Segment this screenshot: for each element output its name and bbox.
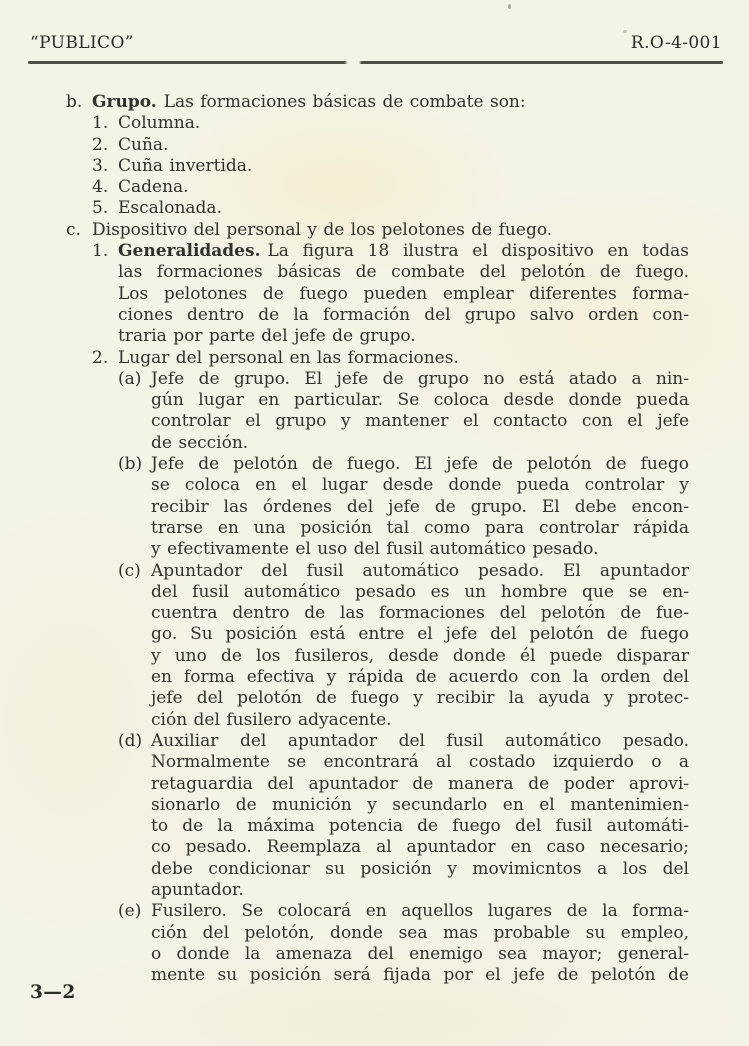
text-line: gún lugar en particular. Se coloca desde donde pueda bbox=[151, 390, 689, 411]
list-marker: (d) bbox=[118, 730, 143, 751]
text-line: o donde la amenaza del enemigo sea mayor; general- bbox=[151, 943, 689, 964]
text-line: en forma efectiva y rápida de acuerdo con la orden del bbox=[151, 667, 689, 688]
text-line: las formaciones básicas de combate del pelotón de fuego. bbox=[118, 262, 689, 283]
text-line: Jefe de pelotón de fuego. El jefe de pelotón de fuego bbox=[151, 454, 689, 475]
list-marker: (e) bbox=[118, 901, 142, 922]
bold-lead: Generalidades. bbox=[118, 241, 261, 262]
text-line: Apuntador del fusil automático pesado. El apuntador bbox=[151, 560, 689, 581]
text-line: se coloca en el lugar desde donde pueda controlar y bbox=[151, 475, 689, 496]
text-line: jefe del pelotón de fuego y recibir la ayuda y protec- bbox=[151, 688, 689, 709]
list-item-1 bbox=[66, 241, 689, 347]
list-item-b bbox=[66, 454, 689, 560]
document-number: R.O-4-001 bbox=[630, 33, 722, 53]
text-line: apuntador. bbox=[151, 879, 244, 900]
text-line: recibir las órdenes del jefe de grupo. El debe encon- bbox=[151, 496, 689, 517]
list-item-1 bbox=[66, 113, 689, 134]
list-item-d bbox=[66, 731, 689, 901]
text-line: trarse en una posición tal como para controlar rápida bbox=[151, 517, 689, 538]
text-line: mente su posición será fijada por el jefe de pelotón de bbox=[151, 965, 689, 986]
text-line: y uno de los fusileros, desde donde él puede disparar bbox=[151, 645, 689, 666]
text-line: Normalmente se encontrará al costado izquierdo o a bbox=[151, 752, 689, 773]
bold-lead: Grupo. bbox=[92, 92, 157, 112]
text-line-rest: Las formaciones básicas de combate son: bbox=[163, 92, 526, 112]
text-line: Lugar del personal en las formaciones. bbox=[118, 347, 459, 368]
text-line: debe condicionar su posición y movimicntos a los del bbox=[151, 858, 689, 879]
classification-marking: “PUBLICO” bbox=[30, 33, 134, 53]
list-item-c bbox=[66, 220, 689, 241]
text-line: Cuña invertida. bbox=[118, 155, 253, 176]
text-line bbox=[118, 241, 689, 262]
list-marker: 4. bbox=[92, 177, 109, 198]
list-marker: 1. bbox=[92, 241, 109, 262]
text-line: Los pelotones de fuego pueden emplear diferentes forma- bbox=[118, 283, 689, 304]
text-line: de sección. bbox=[151, 432, 249, 453]
list-marker: c. bbox=[66, 219, 81, 240]
list-marker: 1. bbox=[92, 113, 109, 134]
list-marker: (b) bbox=[118, 454, 143, 475]
text-line: ciones dentro de la formación del grupo salvo orden con- bbox=[118, 304, 689, 325]
list-item-4 bbox=[66, 177, 689, 198]
list-item-c bbox=[66, 561, 689, 731]
text-line: cuentra dentro de las formaciones del pelotón de fue- bbox=[151, 603, 689, 624]
text-line: retaguardia del apuntador de manera de poder aprovi- bbox=[151, 773, 689, 794]
list-marker: 2. bbox=[92, 347, 109, 368]
page-number: 3—2 bbox=[30, 982, 76, 1003]
list-item-3 bbox=[66, 156, 689, 177]
text-line: traria por parte del jefe de grupo. bbox=[118, 326, 416, 347]
list-item-2 bbox=[66, 348, 689, 369]
text-line: Dispositivo del personal y de los pelotones de fuego. bbox=[92, 219, 553, 240]
list-marker: 3. bbox=[92, 155, 109, 176]
list-marker: 2. bbox=[92, 134, 109, 155]
list-item-b bbox=[66, 92, 689, 113]
scan-speck bbox=[508, 4, 511, 9]
text-line: Cadena. bbox=[118, 177, 189, 198]
list-marker: (c) bbox=[118, 560, 141, 581]
text-line: Columna. bbox=[118, 113, 201, 134]
list-marker: (a) bbox=[118, 368, 142, 389]
text-line: sionarlo de munición y secundarlo en el mantenimien- bbox=[151, 794, 689, 815]
text-line: Cuña. bbox=[118, 134, 169, 155]
text-line: go. Su posición está entre el jefe del pelotón de fuego bbox=[151, 624, 689, 645]
text-line-rest: La figura 18 ilustra el dispositivo en todas bbox=[267, 241, 689, 262]
header-rule bbox=[28, 61, 723, 64]
text-line: Escalonada. bbox=[118, 198, 222, 219]
list-marker: 5. bbox=[92, 198, 109, 219]
list-item-a bbox=[66, 369, 689, 454]
text-line: Auxiliar del apuntador del fusil automático pesado. bbox=[151, 730, 689, 751]
text-line bbox=[92, 92, 689, 113]
page-header bbox=[30, 33, 722, 53]
list-marker: b. bbox=[66, 92, 83, 112]
document-body bbox=[66, 92, 689, 986]
list-item-2 bbox=[66, 135, 689, 156]
text-line: Jefe de grupo. El jefe de grupo no está atado a nin- bbox=[151, 368, 689, 389]
text-line: ción del fusilero adyacente. bbox=[151, 709, 392, 730]
list-item-5 bbox=[66, 198, 689, 219]
text-line: del fusil automático pesado es un hombre que se en- bbox=[151, 581, 689, 602]
text-line: Fusilero. Se colocará en aquellos lugares de la forma- bbox=[151, 901, 689, 922]
text-line: co pesado. Reemplaza al apuntador en caso necesario; bbox=[151, 837, 689, 858]
list-item-e bbox=[66, 901, 689, 986]
text-line: y efectivamente el uso del fusil automático pesado. bbox=[151, 539, 599, 560]
text-line: ción del pelotón, donde sea mas probable su empleo, bbox=[151, 922, 689, 943]
text-line: controlar el grupo y mantener el contacto con el jefe bbox=[151, 411, 689, 432]
text-line: to de la máxima potencia de fuego del fusil automáti- bbox=[151, 816, 689, 837]
